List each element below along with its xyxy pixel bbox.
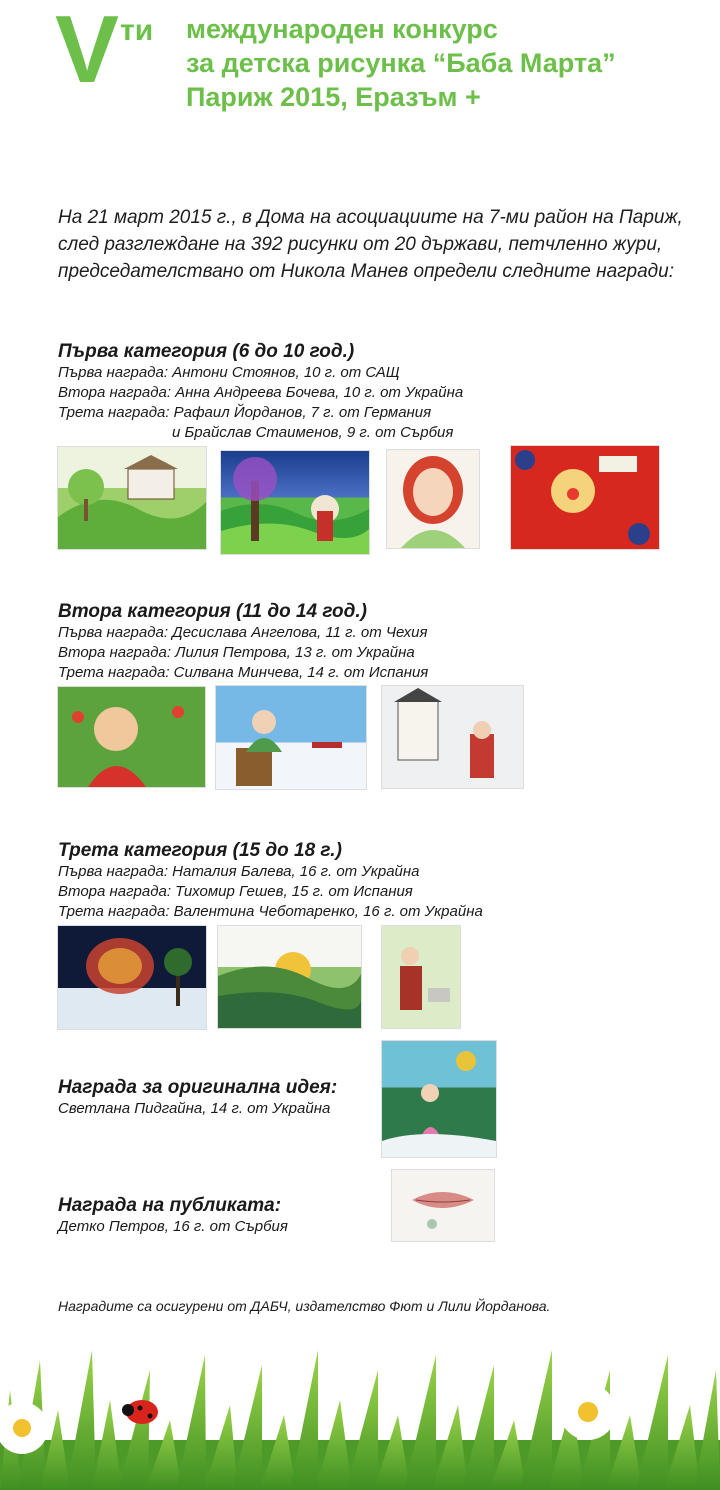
girl-drawing [58,687,205,787]
award-line: Трета награда: Силвана Минчева, 14 г. от Испания [58,664,429,681]
drawing-house-landscape [57,446,207,550]
original-idea-award [58,1077,337,1119]
drawing-girl-portrait [386,449,480,549]
snow-drawing [216,686,366,789]
intro-line: след разглеждане на 392 рисунки от 20 държави, петчленно жури, [58,234,663,255]
intro-line: председателствано от Никола Манев определи следните награди: [58,261,675,282]
award-line: Първа награда: Наталия Балева, 16 г. от Украйна [58,863,420,880]
village-drawing [382,686,523,788]
princess-drawing [382,1041,496,1157]
spirit-drawing [58,926,206,1029]
award-line: Трета награда: Валентина Чеботаренко, 16 г. от Украйна [58,903,483,920]
award-line: Трета награда: Рафаил Йорданов, 7 г. от Германия [58,404,432,421]
drawing-baba-marta-snow [215,685,367,790]
award-line: Втора награда: Анна Андреева Бочева, 10 г. от Украйна [58,384,464,401]
drawing-clown-red [510,445,660,550]
sponsors-note: Наградите са осигурени от ДАБЧ, издателство Фют и Лили Йорданова. [58,1298,551,1314]
tree-drawing [221,451,369,554]
drawing-girl-apples [57,686,206,788]
daisy-icon [560,1384,616,1440]
drawing-village-winter [381,685,524,789]
award-line: Детко Петров, 16 г. от Сърбия [58,1218,288,1235]
title-line-3: Париж 2015, Еразъм + [186,82,481,112]
ladybug-icon [122,1400,158,1424]
award-line: Втора награда: Лилия Петрова, 13 г. от Украйна [58,644,415,661]
page-title [186,12,616,114]
award-title: Награда за оригинална идея: [58,1077,338,1098]
hills-drawing [218,926,361,1028]
goat-drawing [382,926,460,1028]
category-title: Първа категория (6 до 10 год.) [58,341,355,362]
category-2 [58,601,428,683]
ordinal-suffix: ти [120,14,154,47]
award-line: и Брайслав Стаименов, 9 г. от Сърбия [172,424,454,441]
drawing-night-spirit [57,925,207,1030]
drawing-princess-garden [381,1040,497,1158]
drawing-baba-marta-tree [220,450,370,555]
grass-decoration [0,1330,720,1490]
intro-paragraph [58,204,720,285]
category-title: Трета категория (15 до 18 г.) [58,840,342,861]
award-line: Първа награда: Десислава Ангелова, 11 г. от Чехия [58,624,428,641]
award-line: Светлана Пидгайна, 14 г. от Украйна [58,1100,331,1117]
category-1 [58,341,463,443]
category-3 [58,840,483,922]
drawing-sunset-hills [217,925,362,1029]
roman-numeral: V [55,0,120,103]
house-drawing [58,447,206,549]
title-line-2: за детска рисунка “Баба Марта” [186,48,616,78]
award-line: Първа награда: Антони Стоянов, 10 г. от САЩ [58,364,400,381]
audience-award [58,1195,288,1237]
title-line-1: международен конкурс [186,14,498,44]
award-line: Втора награда: Тихомир Гешев, 15 г. от Испания [58,883,413,900]
drawing-girl-goat [381,925,461,1029]
category-title: Втора категория (11 до 14 год.) [58,601,368,622]
award-title: Награда на публиката: [58,1195,282,1216]
portrait-drawing [387,450,479,548]
intro-line: На 21 март 2015 г., в Дома на асоциациите на 7-ми район на Париж, [58,207,683,228]
lips-drawing [392,1170,494,1241]
clown-drawing [511,446,659,549]
drawing-lips [391,1169,495,1242]
